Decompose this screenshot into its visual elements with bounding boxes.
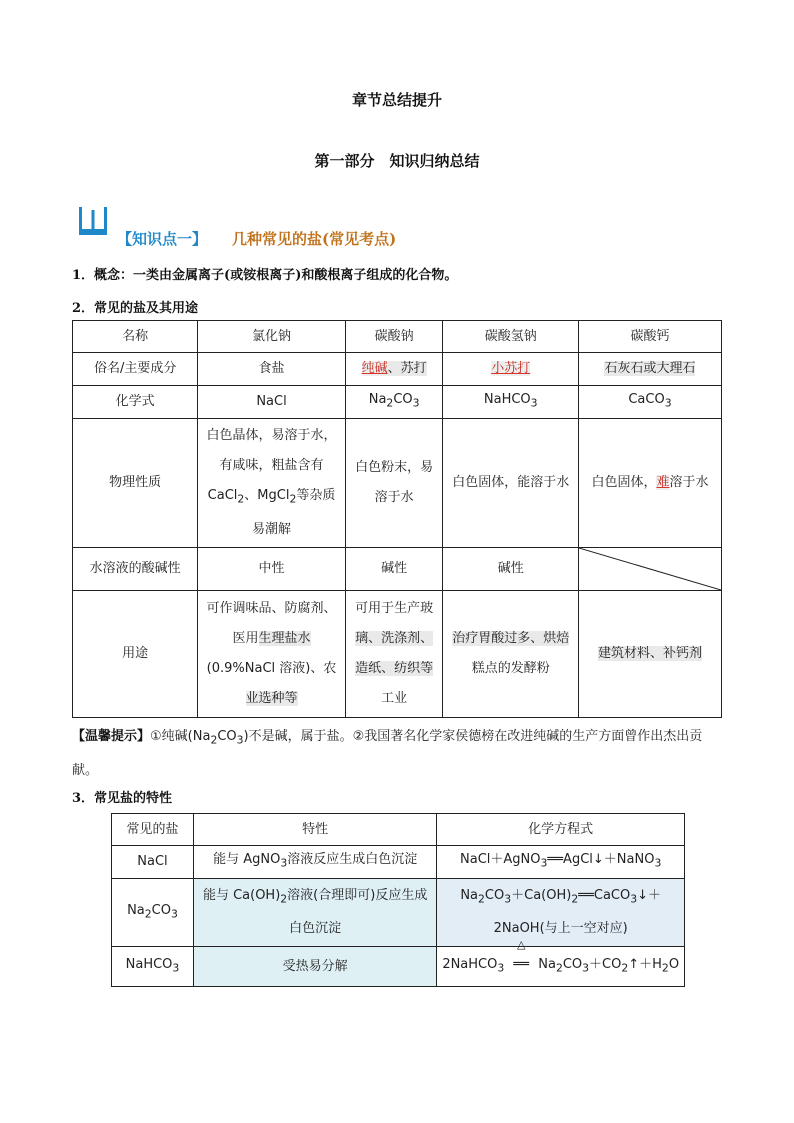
nacl-formula: NaCl — [198, 386, 345, 419]
nahco3-formula: NaHCO$_3$ — [443, 386, 578, 419]
table-row — [73, 548, 722, 591]
tip-label: 【温馨提示】 — [72, 729, 151, 744]
salt-name: NaCl — [112, 846, 194, 879]
nahco3-usage: 治疗胃酸过多、烘焙 糕点的发酵粉 — [443, 591, 578, 718]
header-cell: 碳酸钠 — [345, 321, 443, 353]
table-row — [73, 386, 722, 419]
nahco3-common-name: 小苏打 — [443, 353, 578, 386]
table-row — [73, 353, 722, 386]
table-header-row — [112, 814, 685, 846]
part-title: 第一部分 知识归纳总结 — [314, 152, 480, 170]
salt-property: 能与 $Ca(OH)_2$溶液(合理即可)反应生成 白色沉淀 — [193, 879, 436, 947]
header-cell: 氯化钠 — [198, 321, 345, 353]
header-cell: 特性 — [193, 814, 436, 846]
diagonal-line — [579, 548, 721, 590]
header-cell: 碳酸钙 — [578, 321, 721, 353]
table-row — [112, 846, 685, 879]
na2co3-common-name: 纯碱、苏打 — [345, 353, 443, 386]
salts-table — [72, 320, 722, 718]
nahco3-physical: 白色固体，能溶于水 — [443, 419, 578, 548]
chemical-equation: $Na_2CO_3+Ca(OH)_2══CaCO_3↓+$ 2NaOH(与上一空对应) — [437, 879, 685, 947]
caco3-common-name: 石灰石或大理石 — [578, 353, 721, 386]
chapter-title: 章节总结提升 — [351, 91, 442, 109]
knowledge-point-label: 【知识点一】 — [117, 230, 208, 248]
row-label: 化学式 — [73, 386, 198, 419]
chemical-equation: NaCl＋AgNO$_3$══AgCl↓＋NaNO$_3$ — [437, 846, 685, 879]
uses-heading: 2．常见的盐及其用途 — [72, 301, 199, 316]
na2co3-usage: 可用于生产玻 璃、洗涤剂、 造纸、纺织等 工业 — [345, 591, 443, 718]
table-row — [112, 947, 685, 987]
header-cell: 常见的盐 — [112, 814, 194, 846]
chemical-equation: 2NaHCO$_3$ △ ══ $Na_2CO_3+CO_2↑+H_2O$ — [437, 947, 685, 987]
table-row — [73, 591, 722, 718]
nacl-physical: 白色晶体，易溶于水， 有咸味，粗盐含有 CaCl$_2$、MgCl$_2$等杂质 易潮解 — [198, 419, 345, 548]
caco3-acidity-empty — [578, 548, 721, 591]
nacl-usage: 可作调味品、防腐剂、 医用生理盐水 (0.9%NaCl 溶液)、农 业选种等 — [198, 591, 345, 718]
nacl-common-name: 食盐 — [198, 353, 345, 386]
heating-condition: △ ══ — [513, 937, 530, 972]
salt-name: NaHCO$_3$ — [112, 947, 194, 987]
nahco3-acidity: 碱性 — [443, 548, 578, 591]
concept-line: 1．概念：一类由金属离子(或铵根离子)和酸根离子组成的化合物。 — [72, 268, 458, 283]
header-cell: 名称 — [73, 321, 198, 353]
header-cell: 化学方程式 — [437, 814, 685, 846]
open-book-icon — [76, 204, 110, 238]
table-row — [112, 879, 685, 947]
row-label: 物理性质 — [73, 419, 198, 548]
na2co3-formula: $Na_2CO_3$ — [345, 386, 443, 419]
salt-name: $Na_2CO_3$ — [112, 879, 194, 947]
salt-property: 受热易分解 — [193, 947, 436, 987]
properties-heading: 3．常见盐的特性 — [72, 791, 173, 806]
caco3-usage: 建筑材料、补钙剂 — [578, 591, 721, 718]
header-cell: 碳酸氢钠 — [443, 321, 578, 353]
warm-tip: 【温馨提示】①纯碱$(Na_2CO_3)$不是碱，属于盐。②我国著名化学家侯德榜在改进纯碱的生产方面曾作出杰出贡献。 — [72, 729, 703, 778]
na2co3-physical: 白色粉末，易 溶于水 — [345, 419, 443, 548]
nacl-acidity: 中性 — [198, 548, 345, 591]
table-header-row — [73, 321, 722, 353]
salt-property: 能与 AgNO$_3$溶液反应生成白色沉淀 — [193, 846, 436, 879]
row-label: 水溶液的酸碱性 — [73, 548, 198, 591]
row-label: 用途 — [73, 591, 198, 718]
na2co3-acidity: 碱性 — [345, 548, 443, 591]
table-row — [73, 419, 722, 548]
salt-properties-table — [111, 813, 685, 987]
row-label: 俗名/主要成分 — [73, 353, 198, 386]
caco3-formula: CaCO$_3$ — [578, 386, 721, 419]
caco3-physical: 白色固体，难溶于水 — [578, 419, 721, 548]
knowledge-point-title: 几种常见的盐(常见考点) — [232, 230, 397, 248]
